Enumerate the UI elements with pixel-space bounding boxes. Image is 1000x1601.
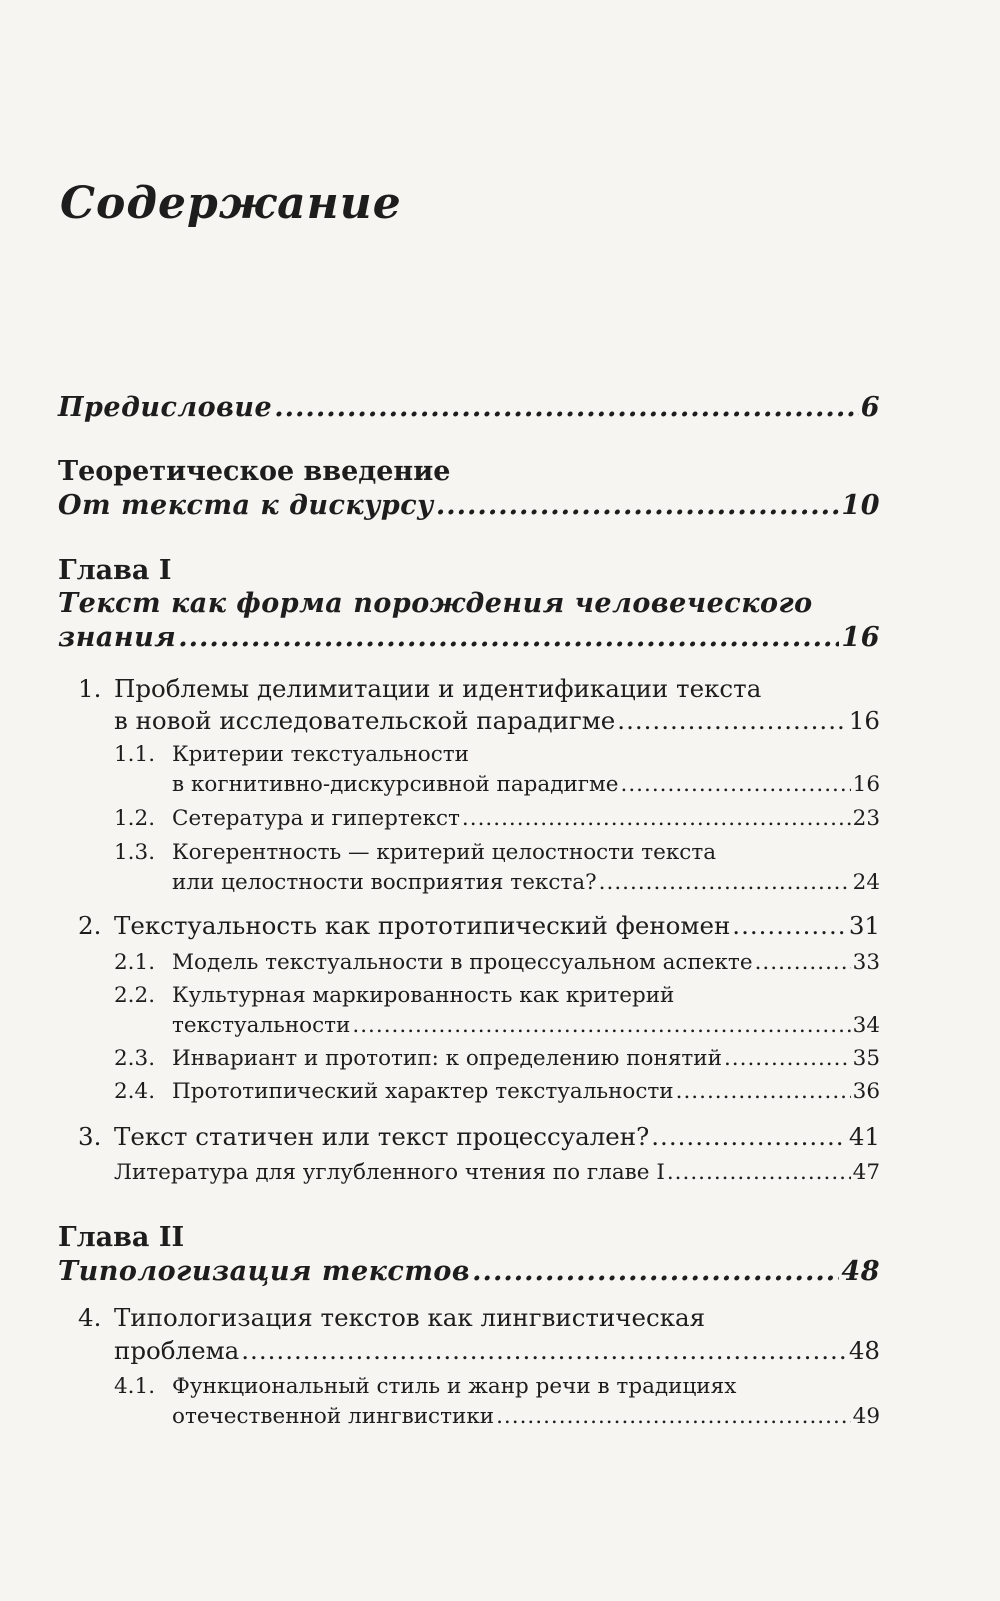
page-number: 16 xyxy=(841,622,880,653)
leader-dots xyxy=(472,1258,839,1285)
entry-label: отечественной лингвистики xyxy=(172,1404,495,1429)
page-number: 31 xyxy=(848,911,880,940)
entry-label: Типологизация текстов xyxy=(58,1256,471,1287)
toc-entry-literature[interactable] xyxy=(114,1162,880,1184)
toc-entry-subsection-1-1[interactable] xyxy=(172,774,880,796)
subsection-number: 4.1. xyxy=(114,1374,156,1399)
leader-dots xyxy=(755,952,851,974)
subsection-title-line1: Когерентность — критерий целостности текста xyxy=(172,840,717,865)
leader-dots xyxy=(352,1015,850,1037)
entry-label: в когнитивно-дискурсивной парадигме xyxy=(172,772,619,797)
entry-label: или целостности восприятия текста? xyxy=(172,870,597,895)
leader-dots xyxy=(274,394,858,421)
leader-dots xyxy=(599,872,851,894)
subsection-title-line1: Культурная маркированность как критерий xyxy=(172,983,675,1008)
subsection-number: 1.1. xyxy=(114,742,156,767)
page-title: Содержание xyxy=(60,178,402,229)
entry-label: Предисловие xyxy=(58,392,273,423)
leader-dots xyxy=(676,1081,851,1103)
section-number: 3. xyxy=(78,1122,102,1151)
leader-dots xyxy=(651,1125,847,1150)
page-number: 16 xyxy=(848,706,880,735)
intro-heading: Теоретическое введение xyxy=(58,456,451,487)
leader-dots xyxy=(667,1162,851,1184)
section-number: 1. xyxy=(78,674,102,703)
page-number: 49 xyxy=(852,1404,880,1429)
leader-dots xyxy=(462,808,851,830)
subsection-title-line1: Функциональный стиль и жанр речи в традициях xyxy=(172,1374,737,1399)
entry-label: знания xyxy=(58,622,177,653)
leader-dots xyxy=(178,624,839,651)
subsection-number: 2.4. xyxy=(114,1079,156,1104)
subsection-number: 2.3. xyxy=(114,1046,156,1071)
toc-entry-section-2[interactable] xyxy=(114,911,880,940)
page-number: 41 xyxy=(848,1122,880,1151)
subsection-title-line1: Критерии текстуальности xyxy=(172,742,469,767)
chapter1-heading: Глава I xyxy=(58,555,172,586)
entry-label: Сетература и гипертекст xyxy=(172,806,460,831)
page-number: 36 xyxy=(852,1079,880,1104)
leader-dots xyxy=(621,774,851,796)
subsection-number: 2.1. xyxy=(114,950,156,975)
subsection-number: 1.3. xyxy=(114,840,156,865)
entry-label: От текста к дискурсу xyxy=(58,490,434,521)
toc-entry-subsection-4-1[interactable] xyxy=(172,1406,880,1428)
leader-dots xyxy=(617,709,847,734)
leader-dots xyxy=(241,1339,847,1364)
entry-label: Текстуальность как прототипический феномен xyxy=(114,911,731,940)
leader-dots xyxy=(732,914,847,939)
page-number: 24 xyxy=(852,870,880,895)
entry-label: Прототипический характер текстуальности xyxy=(172,1079,674,1104)
page-number: 47 xyxy=(852,1160,880,1185)
toc-entry-chapter2[interactable] xyxy=(58,1258,880,1285)
page-number: 33 xyxy=(852,950,880,975)
leader-dots xyxy=(724,1048,851,1070)
page-number: 35 xyxy=(852,1046,880,1071)
toc-entry-section-1[interactable] xyxy=(114,706,880,735)
entry-label: в новой исследовательской парадигме xyxy=(114,706,616,735)
section-title-line1: Проблемы делимитации и идентификации текста xyxy=(114,674,762,703)
page-number: 16 xyxy=(852,772,880,797)
entry-label: Модель текстуальности в процессуальном аспекте xyxy=(172,950,753,975)
page-number: 10 xyxy=(841,490,880,521)
page-number: 48 xyxy=(841,1256,880,1287)
entry-label: текстуальности xyxy=(172,1013,351,1038)
toc-entry-section-3[interactable] xyxy=(114,1122,880,1151)
toc-entry-subsection-2-4[interactable] xyxy=(172,1081,880,1103)
chapter2-heading: Глава II xyxy=(58,1222,185,1253)
toc-entry-intro[interactable] xyxy=(58,492,880,519)
subsection-number: 1.2. xyxy=(114,806,156,831)
page-number: 34 xyxy=(852,1013,880,1038)
toc-entry-subsection-2-1[interactable] xyxy=(172,952,880,974)
chapter1-title-line1: Текст как форма порождения человеческого xyxy=(58,588,813,619)
leader-dots xyxy=(436,492,840,519)
page-number: 23 xyxy=(852,806,880,831)
leader-dots xyxy=(496,1406,851,1428)
section-title-line1: Типологизация текстов как лингвистическая xyxy=(114,1303,706,1332)
toc-entry-preface[interactable] xyxy=(58,394,880,421)
page-number: 48 xyxy=(848,1336,880,1365)
toc-entry-subsection-2-3[interactable] xyxy=(172,1048,880,1070)
entry-label: Текст статичен или текст процессуален? xyxy=(114,1122,650,1151)
toc-entry-subsection-1-2[interactable] xyxy=(172,808,880,830)
entry-label: Инвариант и прототип: к определению понятий xyxy=(172,1046,722,1071)
entry-label: Литература для углубленного чтения по главе I xyxy=(114,1160,665,1185)
toc-entry-section-4[interactable] xyxy=(114,1336,880,1365)
toc-entry-chapter1[interactable] xyxy=(58,624,880,651)
entry-label: проблема xyxy=(114,1336,240,1365)
section-number: 4. xyxy=(78,1303,102,1332)
toc-entry-subsection-2-2[interactable] xyxy=(172,1015,880,1037)
toc-entry-subsection-1-3[interactable] xyxy=(172,872,880,894)
subsection-number: 2.2. xyxy=(114,983,156,1008)
section-number: 2. xyxy=(78,911,102,940)
page-number: 6 xyxy=(860,392,880,423)
